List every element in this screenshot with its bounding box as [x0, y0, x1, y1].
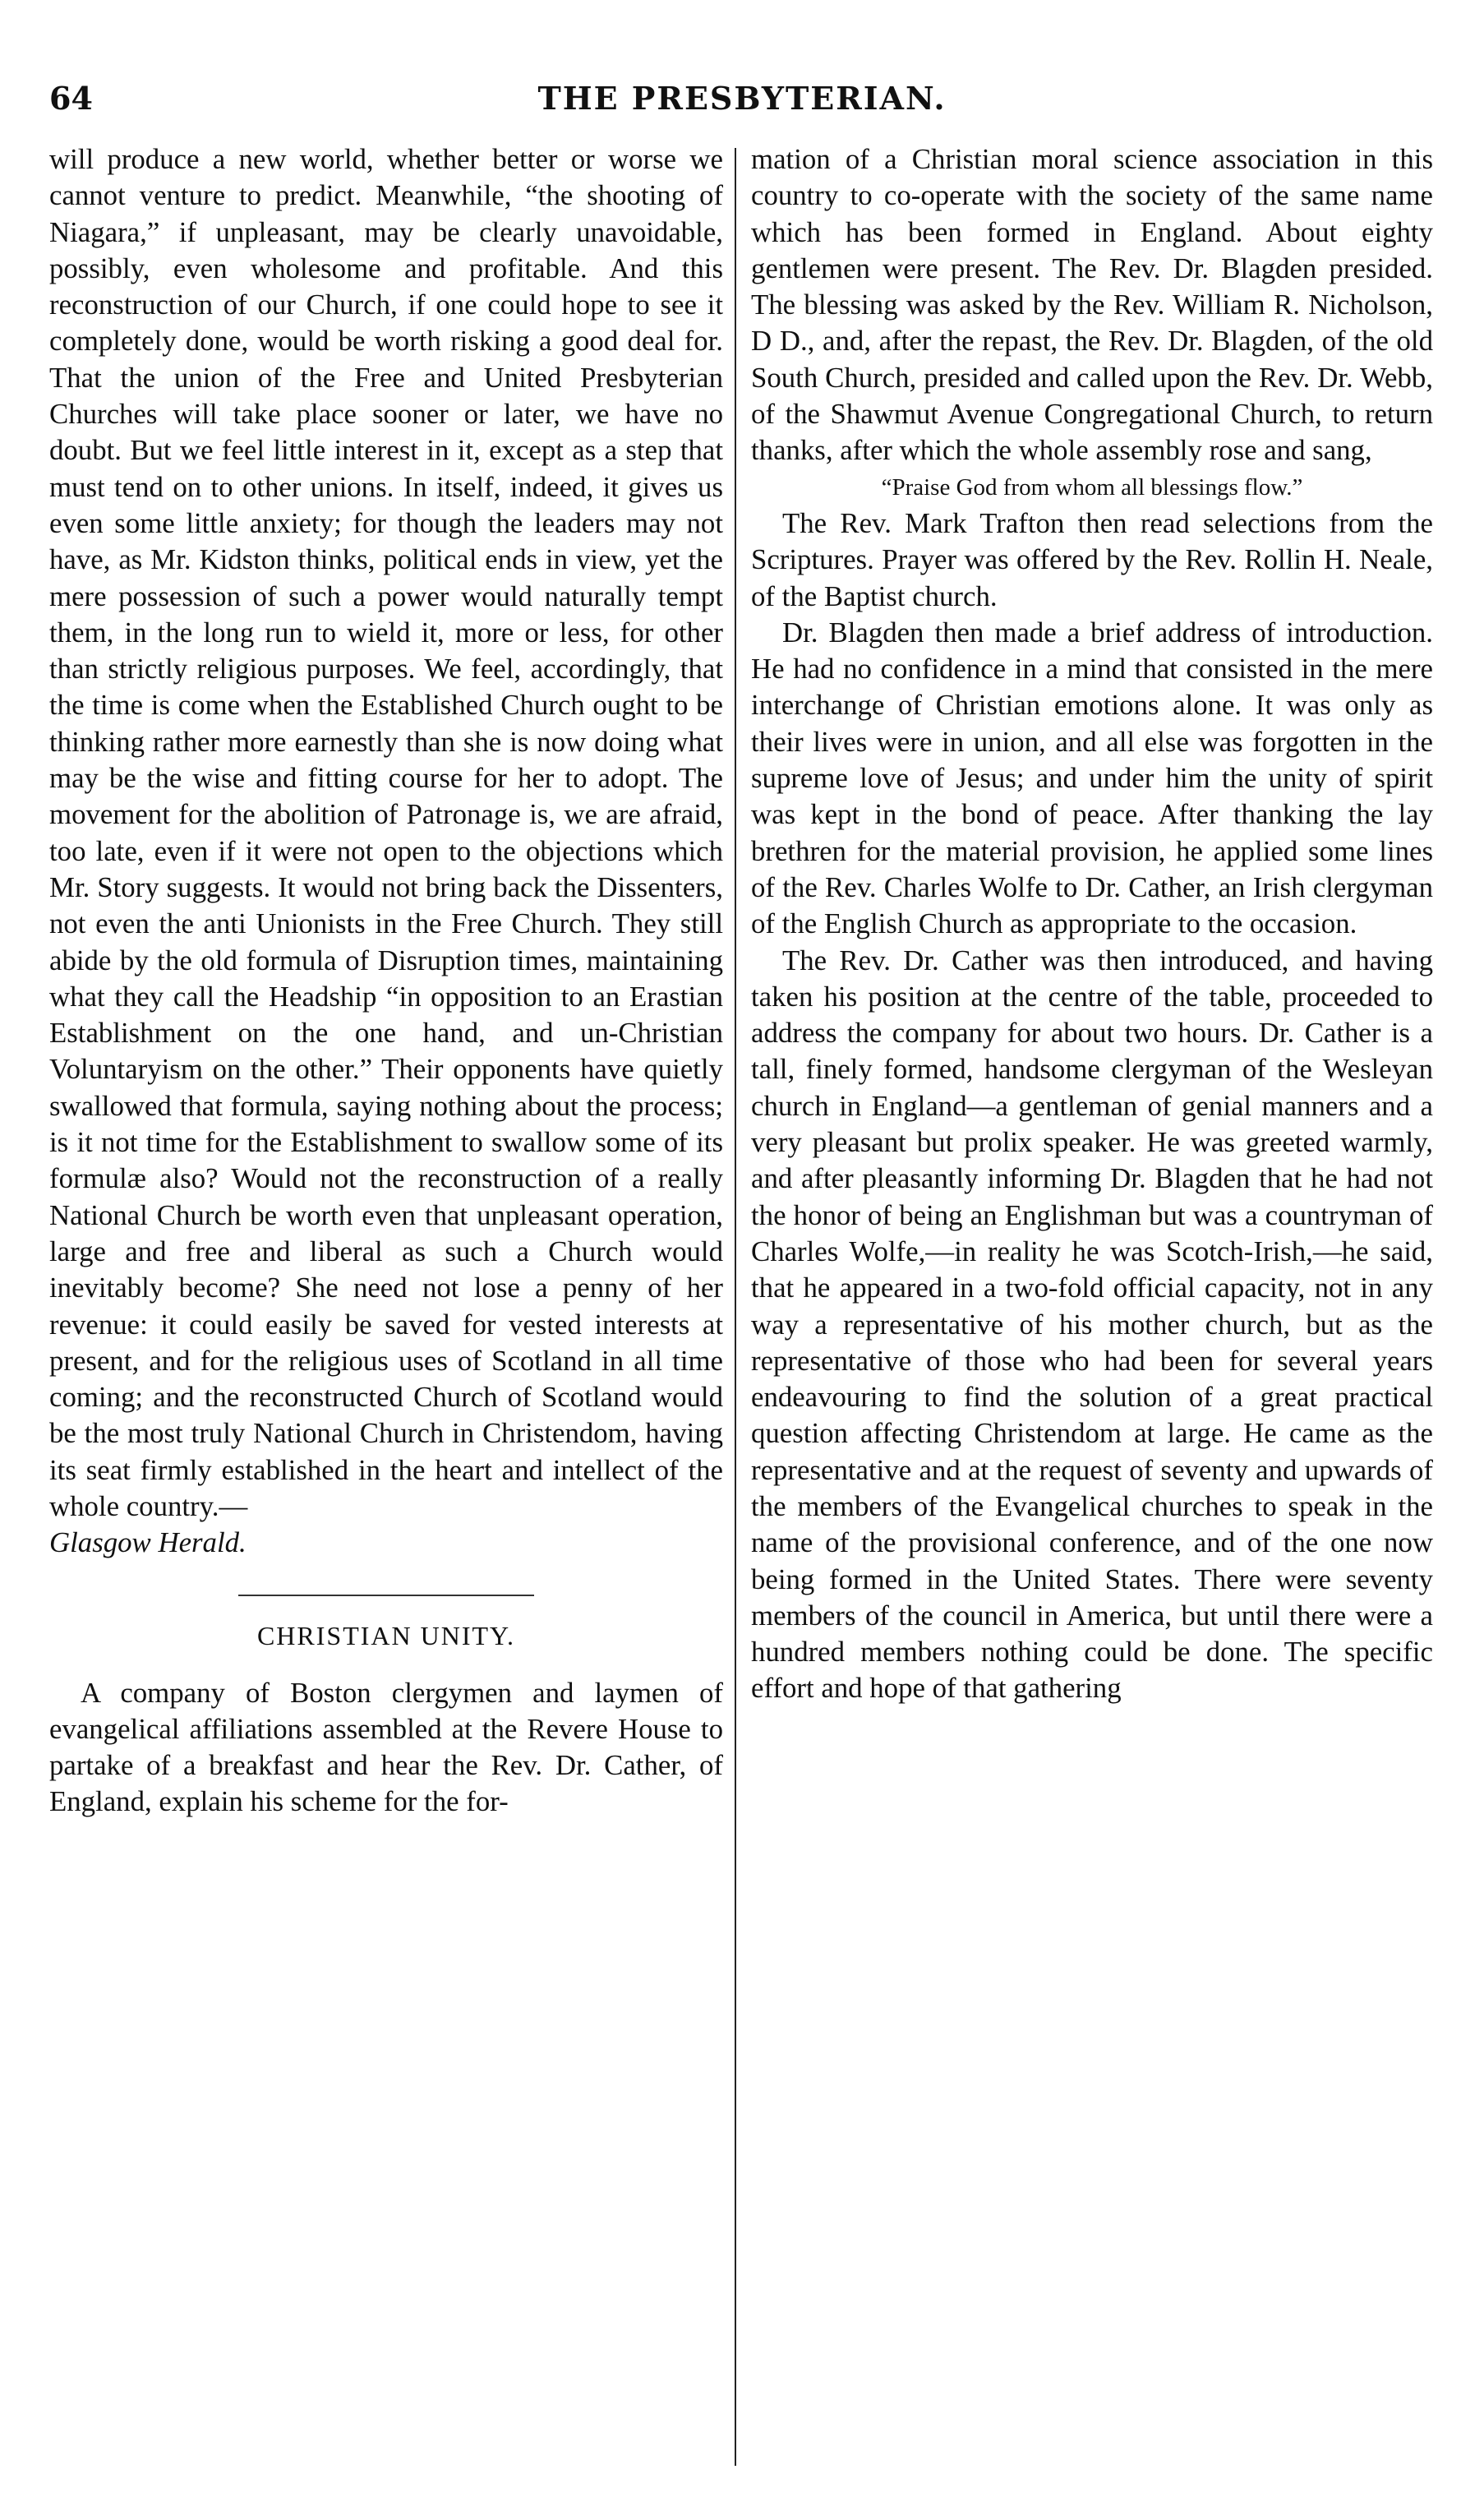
left-column	[49, 141, 723, 2492]
section-title: CHRISTIAN UNITY.	[256, 1620, 516, 1650]
page-header	[0, 76, 1484, 125]
column-rule	[735, 148, 736, 2466]
page-number: 64	[49, 80, 93, 117]
right-paragraph-continuation: mation of a Christian moral science association in this country to co-operate with the society of the same name which has been formed in England. About eighty gentlemen were present. The Rev. Dr. Blagden presided. The blessing was asked by the Rev. William R. Nicholson, D D., and, after the repast, the Rev. Dr. Blagden, of the old South Church, presided and called upon the Rev. Dr. Webb, of the Shawmut Avenue Congregational Church, to return thanks, after which the whole assembly rose and sang,	[751, 143, 1433, 467]
right-paragraph-scripture: The Rev. Mark Trafton then read selections from the Scriptures. Prayer was offered by the Rev. Rollin H. Neale, of the Baptist church.	[751, 506, 1433, 612]
right-paragraph-introduction: Dr. Blagden then made a brief address of introduction. He had no confidence in a mind that consisted in the mere interchange of Christian emotions alone. It was only as their lives were in union, and all else was forgotten in the supreme love of Jesus; and under him the unity of spirit was kept in the bond of peace. After thanking the lay brethren for the material provision, he applied some lines of the Rev. Charles Wolfe to Dr. Cather, an Irish clergyman of the English Church as appropriate to the occasion.	[751, 616, 1433, 940]
hymn-quote: “Praise God from whom all blessings flow.”	[881, 473, 1303, 501]
running-head: THE PRESBYTERIAN.	[537, 80, 947, 117]
section-divider	[238, 1595, 534, 1596]
right-paragraph-cather-address: The Rev. Dr. Cather was then introduced, and having taken his position at the centre of the table, proceeded to address the company for about two hours. Dr. Cather is a tall, finely formed, handsome clergyman of the Wesleyan church in England—a gentleman of genial manners and a very pleasant but prolix speaker. He was greeted warmly, and after pleasantly informing Dr. Blagden that he had not the honor of being an Englishman but was a countryman of Charles Wolfe,—in reality he was Scotch-Irish,—he said, that he appeared in a two-fold official capacity, not in any way a representative of his mother church, but as the representative of those who had been for several years endeavouring to find the solution of a great practical question affecting Christendom at large. He came as the representative and at the request of seventy and upwards of the members of the Evangelical churches to speak in the name of the provisional conference, and of the one now being formed in the United States. There were seventy members of the council in America, but until there were a hundred members nothing could be done. The specific effort and hope of that gathering	[751, 944, 1433, 1705]
left-paragraph-article-start: A company of Boston clergymen and laymen of evangelical affiliations assembled at the Revere House to partake of a breakfast and hear the Rev. Dr. Cather, of England, explain his scheme for the for-	[49, 1676, 723, 1818]
right-column	[751, 141, 1433, 2492]
article-source: Glasgow Herald.	[49, 1526, 247, 1559]
left-paragraph-continuation: will produce a new world, whether better or worse we cannot venture to predict. Meanwhile, “the shooting of Niagara,” if unpleasant, may be clearly unavoidable, possibly, even wholesome and profitable. And this reconstruction of our Church, if one could hope to see it completely done, would be worth risking a good deal for. That the union of the Free and United Presbyterian Churches will take place sooner or later, we have no doubt. But we feel little interest in it, except as a step that must tend on to other unions. In itself, indeed, it gives us even some little anxiety; for though the leaders may not have, as Mr. Kidston thinks, political ends in view, yet the mere possession of such a power would naturally tempt them, in the long run to wield it, more or less, for other than strictly religious purposes. We feel, accordingly, that the time is come when the Established Church ought to be thinking rather more earnestly than she is now doing what may be the wise and fitting course for her to adopt. The movement for the abolition of Patronage is, we are afraid, too late, even if it were not open to the objections which Mr. Story suggests. It would not bring back the Dissenters, not even the anti Unionists in the Free Church. They still abide by the old formula of Disruption times, maintaining what they call the Headship “in opposition to an Erastian Establishment on the one hand, and un-Christian Voluntaryism on the other.” Their opponents have quietly swallowed that formula, saying nothing about the process; is it not time for the Establishment to swallow some of its formulæ also? Would not the reconstruction of a really National Church be worth even that unpleasant operation, large and free and liberal as such a Church would inevitably become? She need not lose a penny of her revenue: it could easily be saved for vested interests at present, and for the religious uses of Scotland in all time coming; and the reconstructed Church of Scotland would be the most truly National Church in Christendom, having its seat firmly established in the heart and intellect of the whole country.—	[49, 143, 723, 1522]
